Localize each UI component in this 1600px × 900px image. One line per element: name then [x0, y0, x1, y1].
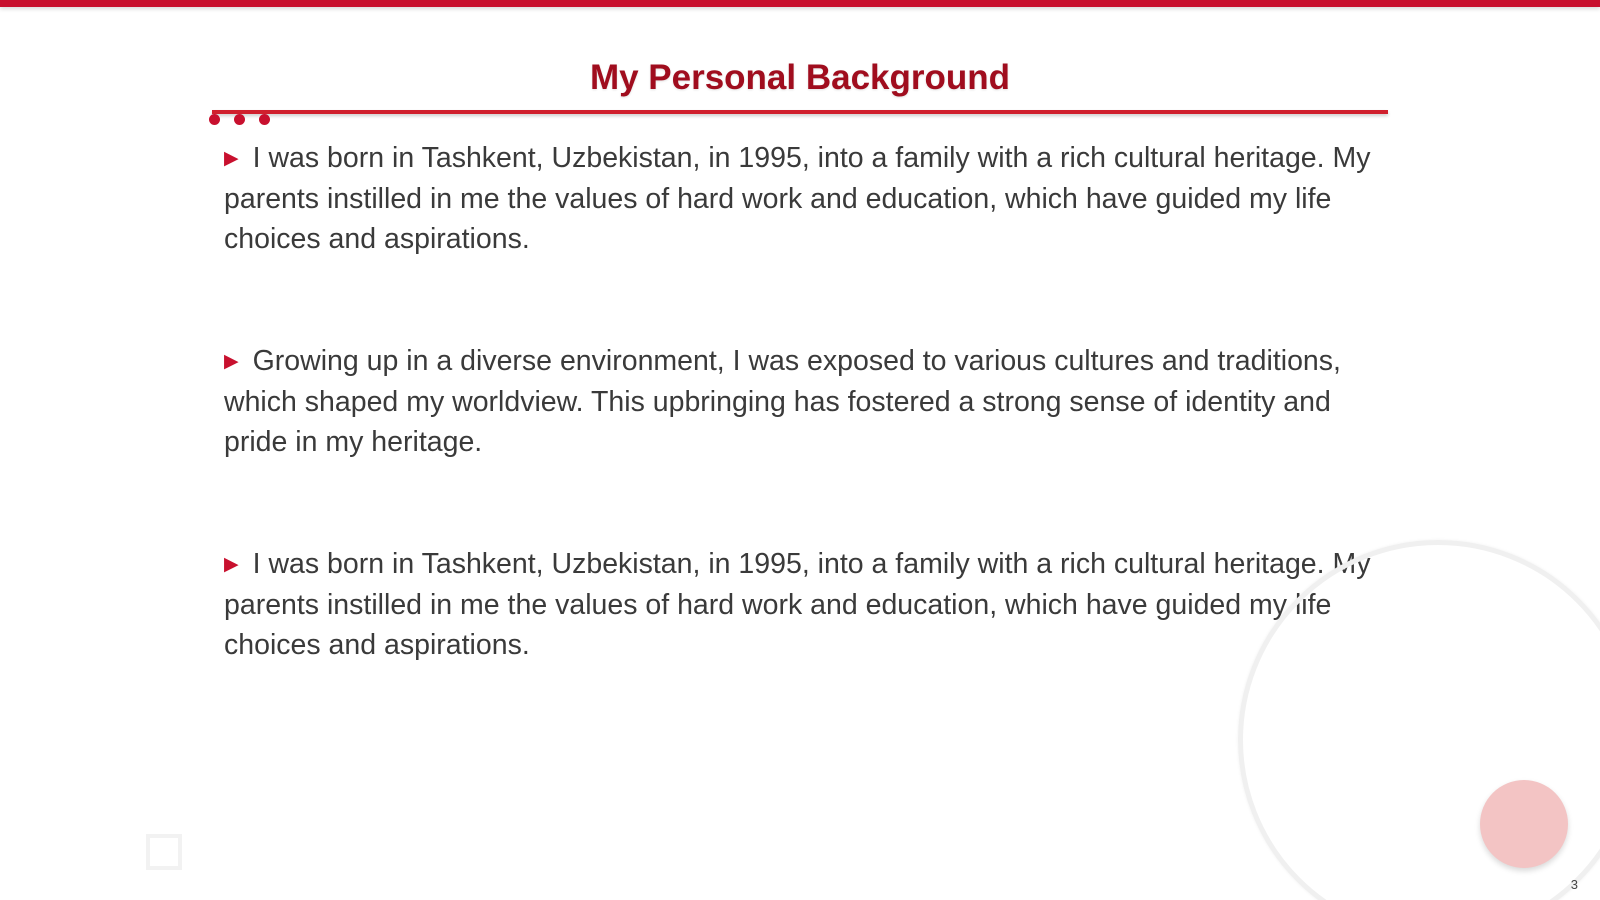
bullet-item — [224, 544, 1374, 665]
decorative-dot — [209, 114, 220, 125]
top-accent-bar — [0, 0, 1600, 7]
decorative-dot — [259, 114, 270, 125]
decorative-dot — [234, 114, 245, 125]
triangle-right-icon: ▶ — [224, 554, 239, 575]
bullet-item — [224, 138, 1374, 259]
title-underline — [212, 110, 1388, 114]
bullet-text: I was born in Tashkent, Uzbekistan, in 1995, into a family with a rich cultural heritage. My parents instilled in me the values of hard work and education, which have guided my life choices and aspirations. — [224, 548, 1371, 661]
bullet-list — [224, 138, 1374, 747]
triangle-right-icon: ▶ — [224, 148, 239, 169]
decorative-square — [146, 834, 182, 870]
triangle-right-icon: ▶ — [224, 351, 239, 372]
bullet-text: I was born in Tashkent, Uzbekistan, in 1995, into a family with a rich cultural heritage. My parents instilled in me the values of hard work and education, which have guided my life choices and aspirations. — [224, 142, 1371, 255]
slide-title: My Personal Background — [589, 58, 1011, 97]
bullet-item — [224, 341, 1374, 462]
page-number: 3 — [1570, 877, 1578, 892]
decorative-pink-circle — [1480, 780, 1568, 868]
bullet-text: Growing up in a diverse environment, I was exposed to various cultures and traditions, which shaped my worldview. This upbringing has fostered a strong sense of identity and pride in my heritage. — [224, 345, 1341, 458]
